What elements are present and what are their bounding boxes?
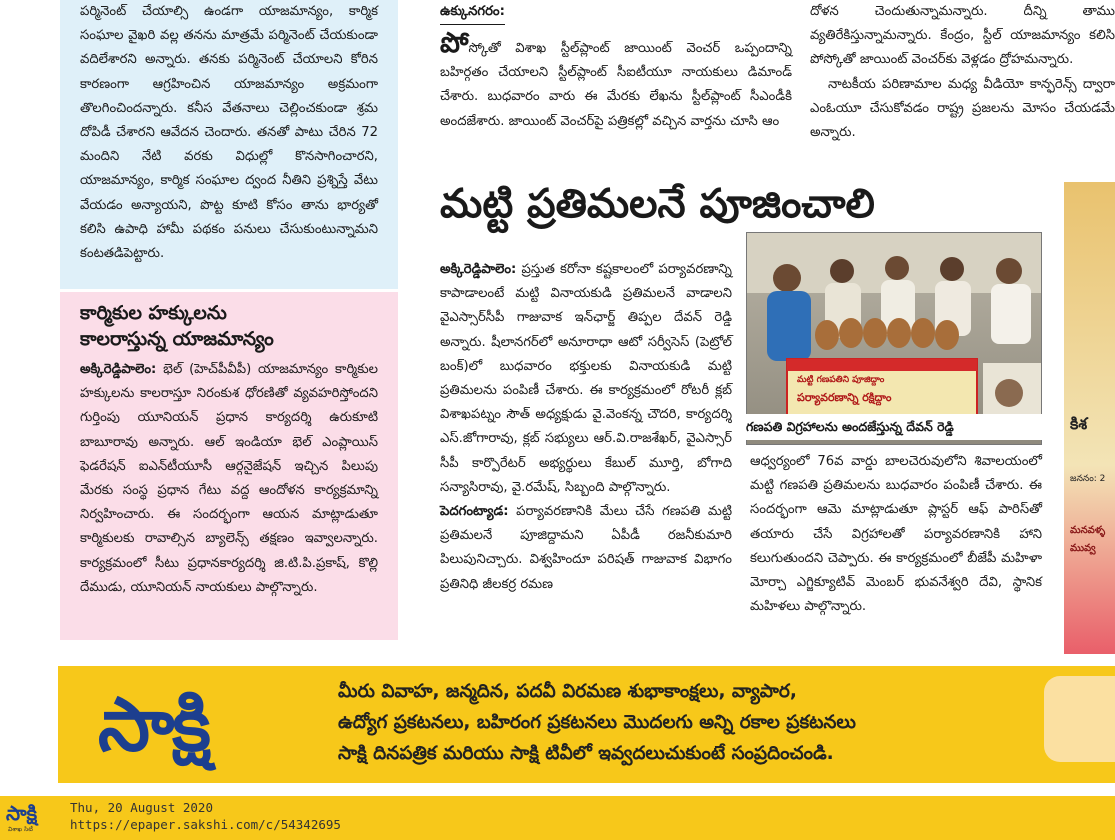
edition-url-link[interactable]: https://epaper.sakshi.com/c/54342695 [70,817,341,832]
banner-line-1: మీరు వివాహ, జన్మదిన, పదవీ విరమణ శుభాకాంక్షలు, వ్యాపార, [338,681,797,702]
article-paragraph [80,358,378,600]
photo-banner-text-2: పర్యావరణాన్ని రక్షిద్దాం [797,391,892,404]
labour-rights-article [60,292,398,640]
main-headline: మట్టి ప్రతిమలనే పూజించాలి [440,180,875,227]
footer-logo-subtitle: విశాఖ సిటీ [8,826,33,833]
article-paragraph: దోళన చెందుతున్నామన్నారు. దీన్ని తాము వ్యతిరేకిస్తున్నామన్నారు. కేంద్రం, స్టీల్ యాజమాన్యం కలిసి పోస్కోతో జాయింట్ వెంచర్‌కు వెళ్లడం ద్రోహమన్నారు. [810,4,1115,68]
posco-article [440,0,792,134]
side-advertisement[interactable] [1064,182,1115,654]
article-paragraph [440,258,732,500]
sakshi-ad-banner[interactable] [58,666,1115,783]
photo-banner-text-1: మట్టి గణపతిని పూజిద్దాం [797,375,885,385]
article-body: ప్రస్తుత కరోనా కష్టకాలంలో పర్యావరణాన్ని కాపాడాలంటే మట్టి వినాయకుడి ప్రతిమలనే వాడాలని వైఎస్సార్‌సీపీ గాజువాక ఇన్‌ఛార్జ్ తిప్పల దేవన్ రెడ్డి అన్నారు. షీలానగర్‌లో అనూరాధా ఆటో సర్వీసెస్ (పెట్రోల్ బంక్)లో బుధవారం భక్తులకు వినాయకుడి మట్టి ప్రతిమలను పంపిణీ చేశారు. ఈ కార్యక్రమంలో రోటరీ క్లబ్ విశాఖపట్నం సౌత్ అధ్యక్షుడు వై.వెంకన్న చౌదరి, కార్యదర్శి ఎస్.జోగారావు, క్లబ్ సభ్యులు ఆర్.వి.రాజశేఖర్, వైఎస్సార్ సీపీ కార్పొరేటర్ అభ్యర్థులు కేబుల్ మూర్తి, బోగాది సన్యాసిరావు, వై.రమేష్, సిబ్బంది పాల్గొన్నారు. [440,262,732,495]
edition-date: Thu, 20 August 2020 [70,800,213,815]
sakshi-logo: సాక్షి [98,682,209,768]
article-paragraph: ఆధ్వర్యంలో 76వ వార్డు బాలచెరువులోని శివాలయంలో మట్టి గణపతి ప్రతిమలను బుధవారం పంపిణీ చేశారు. ఈ సందర్భంగా ఆమె మాట్లాడుతూ ప్లాస్టర్ ఆఫ్ పారిస్‌తో తయారు చేసే విగ్రహాలతో పర్యావరణానికి హాని కలుగుతుందని చెప్పారు. ఈ కార్యక్రమంలో బీజేపీ మహిళా మోర్చా ఎగ్జిక్యూటివ్ మెంబర్ భువనేశ్వరి దేవి, స్థానిక మహిళలు పాల్గొన్నారు. [750,454,1042,615]
photo-caption: గణపతి విగ్రహాలను అందజేస్తున్న దేవన్ రెడ్డి [746,414,1042,440]
banner-decoration [1044,676,1115,762]
article-paragraph [440,26,792,134]
side-ad-text: కిశ [1070,414,1088,433]
article-body-2: పర్యావరణానికి మేలు చేసే గణపతి మట్టి ప్రతిమలనే పూజిద్దామని ఏపీడీ రజనీకుమారి పిలుపునిచ్చారు. విశ్వహిందూ పరిషత్ గాజువాక విభాగం ప్రతినిధి జీలకర్ర రమణ [440,504,732,592]
article-dateline-2: పెదగంట్యాడ: [440,504,509,520]
side-ad-text-3: మనవళ్ళ [1070,525,1106,536]
article-dateline: అక్కిరెడ్డిపాలెం: [80,362,157,377]
article-paragraph: పర్మినెంట్ చేయాల్సి ఉండగా యాజమాన్యం, కార్మిక సంఘాల వైఖరి వల్ల తనను మాత్రమే పర్మినెంట్ చేయకుండా వదిలేశారని అన్నారు. తనకు పర్మినెంట్ చేయాలని కోరిన కారణంగా ఆగ్రహించిన యాజమాన్యం అక్రమంగా తొలగించిందన్నారు. కనీస వేతనాలు చెల్లించకుండా శ్రమ దోపిడీ చేశారని ఆవేదన చెందారు. తనతో పాటు చేరిన 72 మందిని నేటి వరకు విధుల్లో కొనసాగించారని, యాజమాన్యం, కార్మిక సంఘాల ద్వంద నీతిని ప్రశ్నిస్తే వేటు వేయడం అన్యాయని, పొట్ట కూటి కోసం తాను భార్యతో కలిసి ఉపాధి హామీ పథకం పనులు చేసుకుంటున్నామని కంటతడిపెట్టారు. [80,4,378,262]
drop-cap: పో [440,26,469,59]
main-article-body [440,258,732,597]
article-headline: కార్మికుల హక్కులను [80,302,227,324]
banner-line-2: ఉద్యోగ ప్రకటనలు, బహిరంగ ప్రకటనలు మొదలగు అన్ని రకాల ప్రకటనలు [338,712,856,733]
article-dateline: ఉక్కునగరం: [440,1,505,25]
article-body: భెల్ (హెచ్‌పీవీపీ) యాజమాన్యం కార్మికుల హక్కులను కాలరాస్తూ నిరంకుశ ధోరణితో వ్యవహరిస్తోందని గుర్తింపు యూనియన్ ప్రధాన కార్యదర్శి ఉరుకూటి బాబూరావు అన్నారు. ఆల్ ఇండియా భెల్ ఎంప్లాయిస్ ఫెడరేషన్ ఐఎన్‌టీయూసీ ఆర్గనైజేషన్ ఇచ్చిన పిలుపు మేరకు సంస్థ ప్రధాన గేటు వద్ద ఆందోళన కార్యక్రమాన్ని నిర్వహించారు. ఈ సందర్భంగా ఆయన మాట్లాడుతూ కార్మికులకు రావాల్సిన బ్యాలెన్స్ తక్షణం ఇవ్వాలన్నారు. కార్యక్రమంలో సీటు ప్రధానకార్యదర్శి జి.టి.పి.ప్రకాష్, కొల్లి దేముడు, యూనియన్ నాయకులు పాల్గొన్నారు. [80,362,378,595]
left-article-continuation [60,0,398,289]
banner-line-3: సాక్షి దినపత్రిక మరియు సాక్షి టివీలో ఇవ్వదలుచుకుంటే సంప్రదించండి. [338,743,834,764]
posco-article-continuation [810,0,1115,145]
article-body: స్కోతో విశాఖ స్టీల్‌ప్లాంట్ జాయింట్ వెంచర్ ఒప్పందాన్ని బహిర్గతం చేయాలని స్టీల్‌ప్లాంట్ సీఐటీయూ నాయకులు డిమాండ్ చేశారు. బుధవారం వారు ఈ మేరకు లేఖను స్టీల్‌ప్లాంట్ సీఎండీకి అందజేశారు. జాయింట్ వెంచర్‌పై పత్రికల్లో వచ్చిన వార్తను చూసి ఆం [440,41,792,129]
footer-logo[interactable]: సాక్షి [6,801,38,825]
side-ad-text-2: జననం: 2 [1070,474,1106,484]
article-dateline: అక్కిరెడ్డిపాలెం: [440,262,517,277]
article-paragraph-2 [440,500,732,597]
article-paragraph-2: నాటకీయ పరిణామాల మధ్య వీడియో కాన్ఫరెన్స్ ద్వారా ఎంఓయూ చేసుకోవడం రాష్ట్ర ప్రజలను మోసం చేయడమే అన్నారు. [810,76,1115,141]
banner-text [338,676,856,769]
article-headline-line2: కాలరాస్తున్న యాజమాన్యం [80,328,274,350]
side-ad-text-4: మువ్వ [1070,543,1096,554]
epaper-footer [0,796,1115,840]
main-article-continuation [750,450,1042,619]
